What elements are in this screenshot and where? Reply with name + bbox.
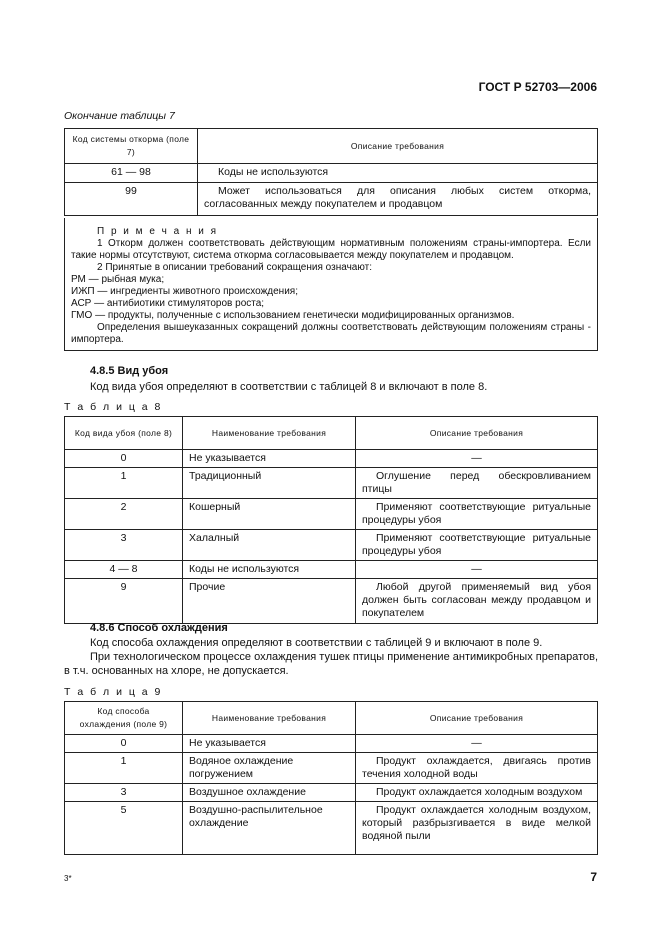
notes-title: П р и м е ч а н и я — [97, 226, 219, 237]
table-row — [65, 753, 598, 784]
name-cell: Традиционный — [183, 468, 356, 499]
section-4-8-6-text: Код способа охлаждения определяют в соответствии с таблицей 9 и включают в поле 9. — [90, 637, 543, 649]
name-cell: Воздушное охлаждение — [183, 784, 356, 802]
desc-cell: — — [356, 450, 598, 468]
section-4-8-5-title: 4.8.5 Вид убоя — [90, 365, 169, 377]
table9 — [64, 701, 598, 855]
code-cell: 0 — [65, 735, 183, 753]
table-header: Наименование требования — [183, 702, 356, 735]
note-line: АСР — антибиотики стимуляторов роста; — [71, 298, 265, 309]
table9-caption: Т а б л и ц а 9 — [64, 686, 163, 698]
code-cell: 4 — 8 — [65, 561, 183, 579]
desc-cell: Может использоваться для описания любых систем откорма, согласованных между покупателем и продавцом — [198, 183, 598, 216]
table7-notes — [64, 218, 598, 351]
table-row — [65, 802, 598, 855]
code-cell: 9 — [65, 579, 183, 624]
code-cell: 1 — [65, 468, 183, 499]
note-line: 1 Откорм должен соответствовать действующим нормативным положениям страны-импортера. Если такие нормы отсутствуют, система откорма согласовывается между покупателем и продавцом. — [71, 238, 591, 261]
desc-cell: Применяют соответствующие ритуальные процедуры убоя — [356, 499, 598, 530]
name-cell: Прочие — [183, 579, 356, 624]
desc-cell: Продукт охлаждается, двигаясь против течения холодной воды — [356, 753, 598, 784]
section-4-8-6-text: При технологическом процессе охлаждения тушек птицы применение антимикробных препаратов, в т.ч. основанных на хлоре, не допускается. — [64, 651, 598, 677]
table-row — [65, 450, 598, 468]
page-number: 7 — [590, 870, 597, 884]
section-4-8-5-text: Код вида убоя определяют в соответствии с таблицей 8 и включают в поле 8. — [90, 381, 488, 393]
code-cell: 5 — [65, 802, 183, 855]
desc-cell: Оглушение перед обескровливанием птицы — [356, 468, 598, 499]
table-row — [65, 784, 598, 802]
name-cell: Не указывается — [183, 735, 356, 753]
code-cell: 3 — [65, 530, 183, 561]
name-cell: Воздушно-распылительное охлаждение — [183, 802, 356, 855]
desc-cell: Любой другой применяемый вид убоя должен быть согласован между продавцом и покупателем — [356, 579, 598, 624]
table-row — [65, 579, 598, 624]
table-header: Описание требования — [198, 129, 598, 164]
code-cell: 1 — [65, 753, 183, 784]
name-cell: Коды не используются — [183, 561, 356, 579]
table-header: Описание требования — [356, 702, 598, 735]
table-row — [65, 499, 598, 530]
table-row — [65, 735, 598, 753]
code-cell: 2 — [65, 499, 183, 530]
table-header: Код способа охлаждения (поле 9) — [65, 702, 183, 735]
table-header: Код системы откорма (поле 7) — [65, 129, 198, 164]
document-id: ГОСТ Р 52703—2006 — [478, 80, 597, 94]
table-header-row — [65, 417, 598, 450]
code-cell: 0 — [65, 450, 183, 468]
note-line: 2 Принятые в описании требований сокращения означают: — [97, 262, 372, 273]
note-line: РМ — рыбная мука; — [71, 274, 165, 285]
name-cell: Кошерный — [183, 499, 356, 530]
desc-cell: Продукт охлаждается холодным воздухом — [356, 784, 598, 802]
desc-cell: — — [356, 561, 598, 579]
desc-cell: Коды не используются — [198, 164, 598, 183]
table8-caption: Т а б л и ц а 8 — [64, 401, 163, 413]
desc-cell: Применяют соответствующие ритуальные процедуры убоя — [356, 530, 598, 561]
table8 — [64, 416, 598, 624]
table-row — [65, 530, 598, 561]
table-row — [65, 561, 598, 579]
desc-cell: — — [356, 735, 598, 753]
note-line: ИЖП — ингредиенты животного происхождения; — [71, 286, 298, 297]
table-row — [65, 183, 598, 216]
table-header: Код вида убоя (поле 8) — [65, 417, 183, 450]
table-header-row — [65, 702, 598, 735]
table-row — [65, 468, 598, 499]
code-cell: 99 — [65, 183, 198, 216]
name-cell: Водяное охлаждение погружением — [183, 753, 356, 784]
table7-caption: Окончание таблицы 7 — [64, 110, 175, 122]
table-header-row — [65, 129, 598, 164]
code-cell: 3 — [65, 784, 183, 802]
note-line: ГМО — продукты, полученные с использованием генетически модифицированных организмов. — [71, 310, 515, 321]
table-row — [65, 164, 598, 183]
table7 — [64, 128, 598, 216]
section-4-8-6-title: 4.8.6 Способ охлаждения — [90, 622, 228, 634]
code-cell: 61 — 98 — [65, 164, 198, 183]
desc-cell: Продукт охлаждается холодным воздухом, который разбрызгивается в виде мелкой водяной пыли — [356, 802, 598, 855]
name-cell: Халалный — [183, 530, 356, 561]
footer-mark: 3* — [64, 874, 72, 883]
note-line: Определения вышеуказанных сокращений должны соответствовать действующим положениям страны - импортера. — [71, 322, 591, 345]
table-header: Описание требования — [356, 417, 598, 450]
name-cell: Не указывается — [183, 450, 356, 468]
table-header: Наименование требования — [183, 417, 356, 450]
